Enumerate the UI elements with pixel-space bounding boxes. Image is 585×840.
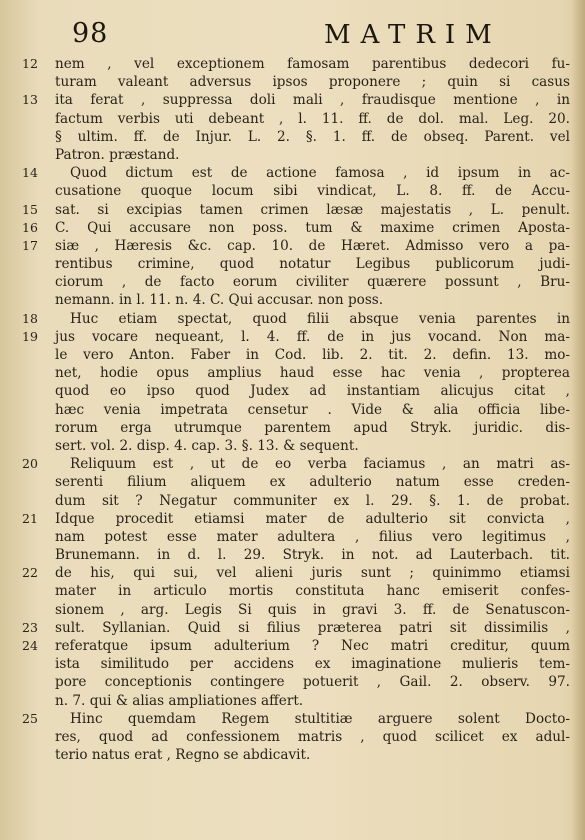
- page-number: 98: [72, 18, 109, 49]
- line-text: Reliquum est , ut de eo verba faciamus , an matri as-: [70, 456, 570, 473]
- text-line: [0, 528, 585, 546]
- line-text: nem , vel exceptionem famosam parentibus dedecori fu-: [55, 56, 570, 72]
- page-body: [0, 55, 585, 764]
- text-line: [0, 146, 585, 164]
- line-text: pore conceptionis contingere potuerit , Gail. 2. observ. 97.: [55, 674, 570, 691]
- text-line: [0, 401, 585, 419]
- line-text: dum sit ? Negatur communiter ex l. 29. §. 1. de probat.: [55, 492, 570, 509]
- line-text: n. 7. qui & alias ampliationes affert.: [55, 692, 304, 709]
- running-title: MATRIM: [324, 20, 502, 50]
- text-line: [0, 546, 585, 564]
- text-line: [0, 619, 585, 637]
- text-line: [0, 201, 585, 219]
- text-line: [0, 110, 585, 128]
- line-text: hæc venia impetrata censetur . Vide & alia officia libe-: [55, 401, 570, 418]
- line-text: C. Qui accusare non poss. tum & maxime crimen Aposta-: [55, 219, 570, 236]
- text-line: [0, 310, 585, 328]
- text-line: [0, 582, 585, 600]
- line-text: rorum erga utrumque parentem apud Stryk. juridic. dis-: [55, 419, 570, 436]
- text-line: [0, 673, 585, 691]
- line-text: Huc etiam spectat, quod filii absque venia parentes in: [70, 310, 570, 327]
- text-line: [0, 273, 585, 291]
- margin-number: 19: [22, 328, 38, 344]
- text-line: [0, 419, 585, 437]
- text-line: [0, 55, 585, 73]
- margin-number: 16: [22, 219, 38, 235]
- line-text: quod eo ipso quod Judex ad instantiam alicujus citat ,: [55, 383, 570, 400]
- text-line: [0, 328, 585, 346]
- line-text: Quod dictum est de actione famosa , id ipsum in ac-: [70, 165, 570, 182]
- line-text: le vero Anton. Faber in Cod. lib. 2. tit. 2. defin. 13. mo-: [55, 347, 570, 363]
- margin-number: 18: [22, 310, 38, 326]
- margin-number: 24: [22, 638, 38, 653]
- line-text: siæ , Hæresis &c. cap. 10. de Hæret. Admisso vero a pa-: [55, 237, 570, 254]
- line-text: turam valeant adversus ipsos proponere ; quin si casus: [55, 74, 570, 91]
- text-line: [0, 128, 585, 146]
- text-line: [0, 564, 585, 582]
- text-line: [0, 655, 585, 673]
- text-line: [0, 637, 585, 655]
- text-line: [0, 710, 585, 728]
- margin-number: 14: [22, 165, 38, 181]
- margin-number: 13: [22, 92, 38, 108]
- line-text: sat. si excipias tamen crimen læsæ majestatis , L. penult.: [55, 201, 570, 218]
- text-line: [0, 746, 585, 764]
- line-text: terio natus erat , Regno se abdicavit.: [55, 747, 311, 764]
- text-line: [0, 219, 585, 237]
- text-line: [0, 601, 585, 619]
- text-line: [0, 492, 585, 510]
- margin-number: 25: [22, 710, 38, 726]
- line-text: serenti filium aliquem ex adulterio natum esse creden-: [55, 474, 570, 491]
- line-text: res, quod ad confessionem matris , quod scilicet ex adul-: [55, 728, 570, 745]
- text-line: [0, 382, 585, 400]
- line-text: Idque procedit etiamsi mater de adulterio sit convicta ,: [55, 510, 570, 527]
- line-text: ciorum , de facto eorum civiliter quærere possunt , Bru-: [55, 274, 570, 291]
- margin-number: 12: [22, 56, 38, 71]
- text-line: [0, 473, 585, 491]
- line-text: Hinc quemdam Regem stultitiæ arguere solent Docto-: [70, 710, 570, 727]
- line-text: rentibus crimine, quod notatur Legibus publicorum judi-: [55, 256, 570, 273]
- text-line: [0, 692, 585, 710]
- text-line: [0, 91, 585, 109]
- text-line: [0, 291, 585, 309]
- text-line: [0, 73, 585, 91]
- margin-number: 15: [22, 201, 38, 217]
- line-text: sert. vol. 2. disp. 4. cap. 3. §. 13. & sequent.: [55, 437, 359, 454]
- text-line: [0, 728, 585, 746]
- margin-number: 23: [22, 619, 38, 635]
- text-line: [0, 346, 585, 364]
- text-line: [0, 455, 585, 473]
- line-text: factum verbis uti debeant , l. 11. ff. de dol. mal. Leg. 20.: [55, 110, 570, 127]
- margin-number: 22: [22, 565, 38, 581]
- text-line: [0, 364, 585, 382]
- line-text: cusatione quoque locum sibi vindicat, L. 8. ff. de Accu-: [55, 183, 570, 200]
- line-text: Brunemann. in d. l. 29. Stryk. in not. ad Lauterbach. tit.: [55, 547, 570, 564]
- margin-number: 21: [22, 510, 38, 526]
- text-line: [0, 237, 585, 255]
- margin-number: 17: [22, 237, 38, 253]
- text-line: [0, 182, 585, 200]
- margin-number: 20: [22, 456, 38, 472]
- line-text: referatque ipsum adulterium ? Nec matri creditur, quum: [55, 638, 570, 654]
- line-text: ista similitudo per accidens ex imaginatione mulieris tem-: [55, 656, 570, 673]
- text-line: [0, 255, 585, 273]
- page-header: [0, 10, 585, 50]
- line-text: ita ferat , suppressa doli mali , fraudisque mentione , in: [55, 92, 570, 109]
- line-text: nam potest esse mater adultera , filius vero legitimus ,: [55, 528, 570, 545]
- line-text: de his, qui sui, vel alieni juris sunt ; quinimmo etiamsi: [55, 565, 570, 582]
- line-text: nemann. in l. 11. n. 4. C. Qui accusar. non poss.: [55, 292, 384, 309]
- text-line: [0, 164, 585, 182]
- text-line: [0, 510, 585, 528]
- text-line: [0, 437, 585, 455]
- line-text: sionem , arg. Legis Si quis in gravi 3. ff. de Senatuscon-: [55, 601, 570, 618]
- line-text: Patron. præstand.: [55, 146, 180, 163]
- line-text: jus vocare nequeant, l. 4. ff. de in jus vocand. Non ma-: [55, 328, 570, 345]
- line-text: § ultim. ff. de Injur. L. 2. §. 1. ff. de obseq. Parent. vel: [55, 128, 570, 145]
- line-text: mater in articulo mortis constituta hanc emiserit confes-: [55, 583, 570, 600]
- line-text: sult. Syllanian. Quid si filius præterea patri sit dissimilis ,: [55, 619, 570, 636]
- line-text: net, hodie opus amplius haud esse hac venia , propterea: [55, 365, 570, 382]
